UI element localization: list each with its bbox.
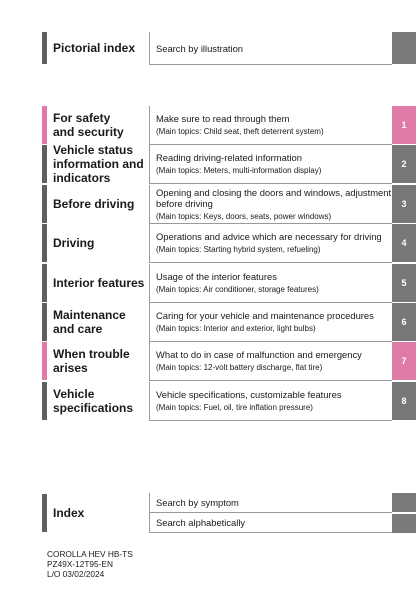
index-item-symptom-label: Search by symptom [156, 497, 239, 508]
footer-code: PZ49X-12T95-EN [47, 559, 113, 569]
chapter-title[interactable]: Driving [53, 236, 95, 250]
chapter-topics: (Main topics: Meters, multi-information display) [156, 166, 322, 175]
chapter-topics: (Main topics: Air conditioner, storage features) [156, 285, 319, 294]
chapter-link[interactable] [149, 382, 392, 421]
chapter-tab[interactable]: 1 [392, 106, 416, 144]
chapter-topics: (Main topics: Fuel, oil, tire inflation pressure) [156, 403, 313, 412]
chapter-link[interactable] [149, 264, 392, 303]
chapter-topics: (Main topics: Keys, doors, seats, power windows) [156, 211, 332, 221]
pictorial-index-bar [42, 32, 47, 64]
chapter-bar [42, 303, 47, 341]
chapter-desc: Make sure to read through them [156, 113, 290, 124]
pictorial-index-title[interactable]: Pictorial index [53, 41, 136, 55]
footer-model: COROLLA HEV HB-TS [47, 549, 133, 559]
chapter-title[interactable]: When trouble arises [53, 347, 130, 375]
chapter-desc: Vehicle specifications, customizable features [156, 389, 342, 400]
chapter-topics: (Main topics: 12-volt battery discharge, flat tire) [156, 363, 323, 372]
index-item-alphabetical[interactable] [149, 513, 392, 533]
chapter-desc: Caring for your vehicle and maintenance procedures [156, 310, 374, 321]
chapter-bar [42, 185, 47, 223]
pictorial-index-tab [392, 32, 416, 64]
chapter-tab[interactable]: 7 [392, 342, 416, 380]
chapter-desc: Operations and advice which are necessary for driving [156, 231, 382, 242]
chapter-tab[interactable]: 4 [392, 224, 416, 262]
chapter-link[interactable] [149, 342, 392, 381]
index-title[interactable]: Index [53, 506, 85, 520]
chapter-bar [42, 342, 47, 380]
index-item-alphabetical-label: Search alphabetically [156, 517, 246, 528]
chapter-bar [42, 382, 47, 420]
chapter-desc: Usage of the interior features [156, 271, 277, 282]
chapter-title[interactable]: Vehicle specifications [53, 387, 134, 415]
chapter-bar [42, 224, 47, 262]
chapter-bar [42, 106, 47, 144]
chapter-topics: (Main topics: Starting hybrid system, refueling) [156, 245, 321, 254]
chapter-desc: Opening and closing the doors and windows, adjustment before driving [156, 186, 392, 209]
chapter-title[interactable]: Maintenance and care [53, 308, 126, 336]
pictorial-index-desc: Search by illustration [156, 42, 244, 54]
chapter-title[interactable]: For safety and security [53, 111, 124, 139]
chapter-title[interactable]: Vehicle status information and indicators [53, 143, 144, 185]
chapter-topics: (Main topics: Interior and exterior, light bulbs) [156, 324, 316, 333]
chapter-tab[interactable]: 6 [392, 303, 416, 341]
index-tab-symptom [392, 493, 416, 512]
chapter-link[interactable] [149, 224, 392, 263]
chapter-link[interactable] [149, 303, 392, 342]
chapter-bar [42, 264, 47, 302]
footer-date: L/O 03/02/2024 [47, 569, 105, 579]
chapter-link[interactable] [149, 185, 392, 224]
chapter-title[interactable]: Interior features [53, 276, 145, 290]
chapter-bar [42, 145, 47, 183]
chapter-tab[interactable]: 2 [392, 145, 416, 183]
index-tab-alphabetical [392, 514, 416, 533]
chapter-topics: (Main topics: Child seat, theft deterrent system) [156, 127, 324, 136]
index-item-symptom[interactable] [149, 493, 392, 513]
chapter-link[interactable] [149, 145, 392, 184]
chapter-tab[interactable]: 5 [392, 264, 416, 302]
chapter-desc: Reading driving-related information [156, 152, 302, 163]
chapter-tab[interactable]: 3 [392, 185, 416, 223]
index-bar [42, 494, 47, 532]
chapter-link[interactable] [149, 106, 392, 145]
chapter-title[interactable]: Before driving [53, 197, 135, 211]
pictorial-index-link[interactable] [149, 32, 392, 65]
chapter-tab[interactable]: 8 [392, 382, 416, 420]
chapter-desc: What to do in case of malfunction and emergency [156, 349, 362, 360]
